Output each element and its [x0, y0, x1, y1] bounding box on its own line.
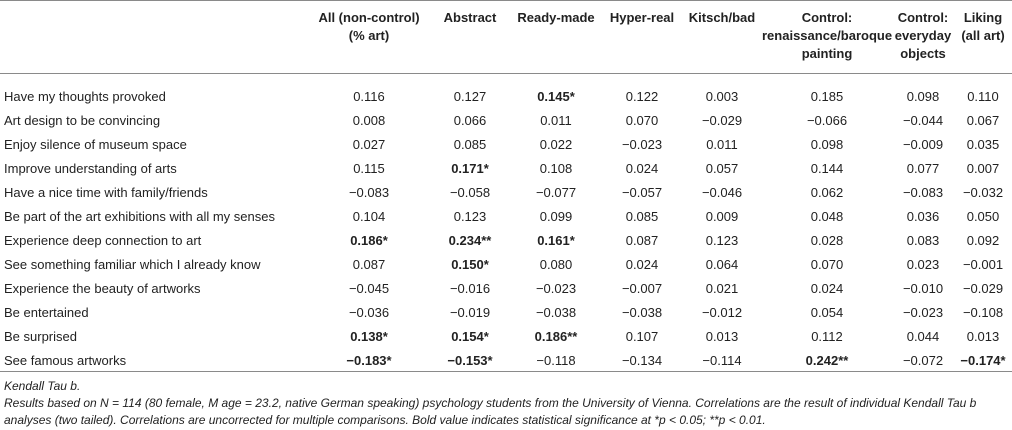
correlation-cell: 0.099	[539, 208, 573, 224]
table-row	[0, 301, 1012, 325]
correlation-cell: 0.145*	[537, 88, 575, 104]
correlation-cell: 0.115	[353, 160, 385, 176]
header-line: Hyper-real	[609, 10, 675, 25]
column-header	[682, 0, 762, 74]
row-label: Have a nice time with family/friends	[4, 184, 208, 200]
correlation-cell: 0.107	[625, 329, 659, 345]
correlation-cell: −0.108	[962, 305, 1004, 321]
correlation-cell: 0.150*	[451, 257, 489, 273]
column-header	[954, 0, 1012, 74]
correlation-cell: 0.144	[810, 160, 844, 176]
correlation-cell: 0.161*	[537, 233, 575, 249]
header-line: Ready-made	[517, 10, 595, 25]
row-label: See famous artworks	[4, 353, 127, 369]
correlation-cell: 0.112	[811, 329, 843, 345]
correlation-cell: 0.080	[539, 257, 573, 273]
correlation-cell: 0.013	[705, 329, 739, 345]
correlation-cell: 0.011	[540, 112, 572, 128]
column-header-label	[0, 0, 308, 9]
header-line: Liking	[963, 10, 1003, 25]
correlation-cell: 0.008	[352, 112, 386, 128]
correlation-cell: 0.242**	[805, 353, 849, 369]
column-header-label	[762, 0, 892, 63]
correlation-cell: 0.066	[453, 112, 487, 128]
correlation-cell: 0.116	[353, 88, 385, 104]
column-header	[762, 0, 892, 74]
correlation-cell: −0.038	[535, 305, 577, 321]
correlation-cell: 0.087	[625, 233, 659, 249]
column-header-label	[430, 0, 510, 27]
correlation-cell: 0.044	[906, 329, 940, 345]
table-row	[0, 277, 1012, 301]
header-line: painting	[801, 46, 853, 61]
correlation-cell: −0.118	[536, 353, 576, 369]
footnote-method: Kendall Tau b.	[4, 379, 81, 393]
correlation-cell: 0.048	[810, 208, 844, 224]
correlation-cell: −0.009	[902, 136, 944, 152]
header-line: objects	[900, 46, 946, 61]
correlation-cell: 0.007	[966, 160, 1000, 176]
footnote-details: Results based on N = 114 (80 female, M age = 23.2, native German speaking) psychology students from the University of Vienna. Correlations are the result of individual Kendall Tau b analyses (two tailed). Correlations are uncorrected for multiple comparisons. Bold value indicates statistical significance at *p < 0.05; **p < 0.01.	[4, 396, 977, 427]
correlation-cell: 0.023	[906, 257, 940, 273]
correlation-cell: 0.013	[966, 329, 1000, 345]
correlation-cell: −0.083	[348, 184, 390, 200]
correlation-cell: 0.036	[906, 208, 940, 224]
table-row	[0, 180, 1012, 204]
header-line: Control:	[801, 10, 853, 25]
correlation-cell: 0.123	[453, 208, 487, 224]
header-line: All (non-control)	[318, 10, 420, 25]
correlation-cell: 0.127	[453, 88, 487, 104]
correlation-cell: −0.058	[449, 184, 491, 200]
correlation-cell: 0.085	[625, 208, 659, 224]
correlation-cell: 0.092	[966, 233, 1000, 249]
table-row	[0, 132, 1012, 156]
table-row	[0, 325, 1012, 349]
correlation-cell: −0.114	[702, 353, 742, 369]
correlation-cell: 0.054	[810, 305, 844, 321]
header-line: Kitsch/bad	[688, 10, 756, 25]
correlation-cell: −0.045	[348, 281, 390, 297]
row-label: Experience deep connection to art	[4, 233, 202, 249]
correlation-cell: −0.023	[621, 136, 663, 152]
row-label: Be surprised	[4, 329, 77, 345]
correlation-cell: 0.021	[705, 281, 739, 297]
header-line: renaissance/baroque	[762, 28, 893, 43]
correlation-cell: 0.083	[906, 233, 940, 249]
header-line: Control:	[897, 10, 949, 25]
correlation-cell: −0.023	[902, 305, 944, 321]
correlation-cell: 0.087	[352, 257, 386, 273]
correlation-cell: 0.035	[966, 136, 1000, 152]
correlation-cell: 0.062	[810, 184, 844, 200]
row-label: See something familiar which I already know	[4, 257, 261, 273]
table-row	[0, 108, 1012, 132]
correlation-cell: 0.110	[967, 88, 999, 104]
correlation-cell: −0.174*	[960, 353, 1006, 369]
correlation-cell: −0.029	[701, 112, 743, 128]
column-header-label	[510, 0, 602, 27]
correlation-cell: −0.038	[621, 305, 663, 321]
correlation-cell: 0.154*	[451, 329, 489, 345]
correlation-cell: 0.077	[906, 160, 940, 176]
table-row	[0, 349, 1012, 373]
row-label: Be part of the art exhibitions with all my senses	[4, 208, 275, 224]
correlation-cell: −0.016	[449, 281, 491, 297]
row-label: Have my thoughts provoked	[4, 88, 166, 104]
correlation-cell: −0.001	[962, 257, 1004, 273]
correlation-cell: 0.185	[810, 88, 844, 104]
correlation-cell: 0.070	[810, 257, 844, 273]
correlation-cell: 0.122	[625, 88, 659, 104]
table-footnotes	[4, 378, 1008, 429]
correlation-cell: 0.028	[810, 233, 844, 249]
correlation-cell: 0.024	[625, 257, 659, 273]
correlation-cell: 0.186*	[350, 233, 388, 249]
correlation-cell: −0.019	[449, 305, 491, 321]
correlation-cell: −0.010	[902, 281, 944, 297]
correlation-cell: −0.183*	[346, 353, 392, 369]
table-row	[0, 156, 1012, 180]
correlation-cell: 0.003	[705, 88, 739, 104]
column-header-label	[682, 0, 762, 27]
correlation-cell: −0.023	[535, 281, 577, 297]
correlation-cell: −0.007	[621, 281, 663, 297]
header-line: everyday	[894, 28, 952, 43]
correlation-cell: −0.044	[902, 112, 944, 128]
correlation-cell: 0.011	[706, 136, 738, 152]
column-header	[0, 0, 308, 74]
correlation-cell: 0.024	[625, 160, 659, 176]
row-label: Art design to be convincing	[4, 112, 161, 128]
correlation-cell: −0.012	[701, 305, 743, 321]
header-row	[0, 0, 1012, 74]
column-header	[430, 0, 510, 74]
correlation-cell: 0.022	[539, 136, 573, 152]
correlation-cell: 0.057	[705, 160, 739, 176]
correlation-cell: 0.064	[705, 257, 739, 273]
row-label: Improve understanding of arts	[4, 160, 177, 176]
column-header-label	[308, 0, 430, 45]
correlation-cell: 0.067	[966, 112, 1000, 128]
correlation-cell: 0.123	[705, 233, 739, 249]
correlation-cell: 0.098	[906, 88, 940, 104]
column-header	[602, 0, 682, 74]
row-label: Enjoy silence of museum space	[4, 136, 187, 152]
correlation-cell: −0.057	[621, 184, 663, 200]
correlation-cell: −0.029	[962, 281, 1004, 297]
column-header-label	[954, 0, 1012, 45]
correlation-cell: 0.024	[810, 281, 844, 297]
correlation-cell: −0.153*	[447, 353, 493, 369]
row-label: Experience the beauty of artworks	[4, 281, 201, 297]
table-row	[0, 204, 1012, 228]
correlation-cell: 0.108	[539, 160, 573, 176]
correlation-cell: −0.072	[902, 353, 944, 369]
correlation-cell: −0.046	[701, 184, 743, 200]
table-body	[0, 74, 1012, 373]
header-line: Abstract	[443, 10, 497, 25]
correlation-cell: −0.066	[806, 112, 848, 128]
header-line: (all art)	[961, 28, 1005, 43]
correlation-cell: 0.234**	[448, 233, 492, 249]
correlation-cell: −0.032	[962, 184, 1004, 200]
column-header	[892, 0, 954, 74]
table-row	[0, 228, 1012, 252]
correlation-cell: −0.036	[348, 305, 390, 321]
correlation-cell: −0.083	[902, 184, 944, 200]
correlation-cell: 0.138*	[350, 329, 388, 345]
column-header	[510, 0, 602, 74]
correlation-cell: 0.085	[453, 136, 487, 152]
correlation-cell: 0.050	[966, 208, 1000, 224]
correlation-cell: 0.104	[352, 208, 386, 224]
correlation-cell: 0.070	[625, 112, 659, 128]
row-label: Be entertained	[4, 305, 89, 321]
column-header-label	[602, 0, 682, 27]
correlation-cell: 0.171*	[451, 160, 489, 176]
column-header	[308, 0, 430, 74]
table-row	[0, 253, 1012, 277]
column-header-label	[892, 0, 954, 63]
correlation-cell: −0.077	[535, 184, 577, 200]
correlation-cell: 0.027	[352, 136, 386, 152]
correlation-cell: 0.098	[810, 136, 844, 152]
header-line: (% art)	[348, 28, 390, 43]
table-row	[0, 74, 1012, 108]
correlation-cell: −0.134	[621, 353, 663, 369]
correlation-cell: 0.009	[705, 208, 739, 224]
correlation-cell: 0.186**	[534, 329, 578, 345]
